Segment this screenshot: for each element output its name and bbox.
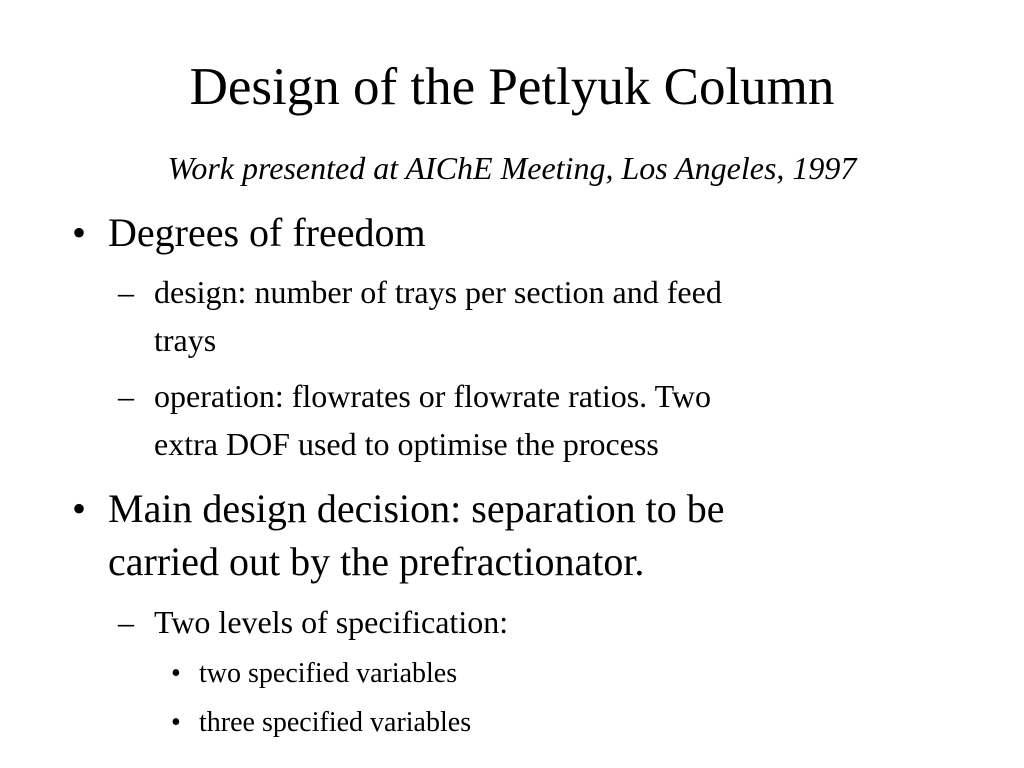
slide-subtitle: Work presented at AIChE Meeting, Los Angeles, 1997 xyxy=(167,150,857,186)
subbullet-line: Two levels of specification: xyxy=(154,604,509,640)
bullet-marker: • xyxy=(72,486,87,531)
bullet-line: Degrees of freedom xyxy=(108,210,426,255)
subbullet-line: design: number of trays per section and feed xyxy=(154,274,722,310)
subbullet-line: trays xyxy=(154,322,217,358)
bullet-line: carried out by the prefractionator. xyxy=(108,539,645,584)
dash-marker: – xyxy=(118,274,134,310)
slide-title: Design of the Petlyuk Column xyxy=(189,58,835,116)
bullet-line: Main design decision: separation to be xyxy=(108,486,725,531)
dash-marker: – xyxy=(118,378,134,414)
bullet-marker: • xyxy=(171,658,181,689)
subbullet-line: extra DOF used to optimise the process xyxy=(154,426,659,462)
dash-marker: – xyxy=(118,604,134,640)
subsubbullet-line: three specified variables xyxy=(199,707,472,738)
subbullet-line: operation: flowrates or flowrate ratios. Two xyxy=(154,378,711,414)
subsubbullet-line: two specified variables xyxy=(199,658,458,689)
bullet-marker: • xyxy=(171,707,181,738)
bullet-marker: • xyxy=(72,210,87,255)
